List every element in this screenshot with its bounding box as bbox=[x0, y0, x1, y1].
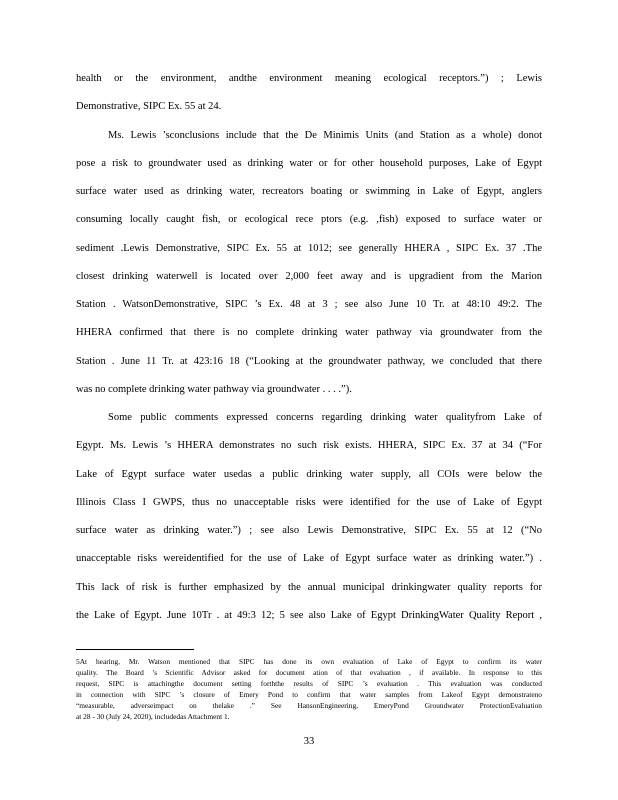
body-text-line: pose a risk to groundwater used as drinking water or for other household purposes, Lake of Egypt bbox=[76, 158, 542, 169]
body-text-line: was no complete drinking water pathway via groundwater . . . .”). bbox=[76, 384, 352, 395]
paragraph-first-line: Ms. Lewis ’sconclusions include that the De Minimis Units (and Station as a whole) donot bbox=[108, 130, 542, 141]
body-text-line: sediment .Lewis Demonstrative, SIPC Ex. 55 at 1012; see generally HHERA , SIPC Ex. 37 .The bbox=[76, 243, 542, 254]
body-text-line: closest drinking waterwell is located over 2,000 feet away and is upgradient from the Marion bbox=[76, 271, 542, 282]
body-text-line: Egypt. Ms. Lewis ’s HHERA demonstrates no such risk exists. HHERA, SIPC Ex. 37 at 34 (“For bbox=[76, 440, 542, 451]
body-text-line: Lake of Egypt surface water usedas a public drinking water supply, all COIs were below the bbox=[76, 469, 542, 480]
body-text-line: Station . WatsonDemonstrative, SIPC ’s Ex. 48 at 3 ; see also June 10 Tr. at 48:10 49:2. The bbox=[76, 299, 542, 310]
body-text-line: consuming locally caught fish, or ecological rece ptors (e.g. ,fish) exposed to surface water or bbox=[76, 214, 542, 225]
footnote-line: at 28 - 30 (July 24, 2020), includedas Attachment 1. bbox=[76, 712, 230, 721]
body-text-line: Station . June 11 Tr. at 423:16 18 (“Looking at the groundwater pathway, we concluded that there bbox=[76, 356, 542, 367]
body-text-line: HHERA confirmed that there is no complete drinking water pathway via groundwater from the bbox=[76, 327, 542, 338]
body-text-line: Demonstrative, SIPC Ex. 55 at 24. bbox=[76, 101, 222, 112]
body-text-line: This lack of risk is further emphasized by the annual municipal drinkingwater quality reports for bbox=[76, 582, 542, 593]
body-text-line: unacceptable risks wereidentified for the use of Lake of Egypt surface water as drinking water.”) . bbox=[76, 553, 542, 564]
body-text-line: health or the environment, andthe environment meaning ecological receptors.”) ; Lewis bbox=[76, 73, 542, 84]
footnote-line: request, SIPC is attachingthe document setting forththe results of SIPC ’s evaluation . This evaluation was conducted bbox=[76, 679, 542, 688]
page-number: 33 bbox=[303, 736, 315, 747]
body-text-line: surface water used as drinking water, recreators boating or swimming in Lake of Egypt, anglers bbox=[76, 186, 542, 197]
footnote-line: 5At hearing, Mr. Watson mentioned that SIPC has done its own evaluation of Lake of Egypt to confirm its water bbox=[76, 657, 542, 666]
body-text-line: the Lake of Egypt. June 10Tr . at 49:3 12; 5 see also Lake of Egypt DrinkingWater Quality Report , bbox=[76, 610, 542, 621]
body-text-line: surface water as drinking water.”) ; see also Lewis Demonstrative, SIPC Ex. 55 at 12 (“No bbox=[76, 525, 542, 536]
paragraph-first-line: Some public comments expressed concerns regarding drinking water qualityfrom Lake of bbox=[108, 412, 542, 423]
body-text-line: Illinois Class I GWPS, thus no unacceptable risks were identified for the use of Lake of Egypt bbox=[76, 497, 542, 508]
footnote-separator bbox=[76, 649, 194, 650]
footnote-line: quality. The Board ’s Scientific Advisor asked for document ation of that evaluation , if available. In response to this bbox=[76, 668, 542, 677]
footnote-line: in connection with SIPC ’s closure of Emery Pond to confirm that water samples from Lakeof Egypt demonstrateno bbox=[76, 690, 542, 699]
footnote-line: “measurable, adverseimpact on thelake .” See HansonEngineering, EmeryPond Groundwater ProtectionEvaluation bbox=[76, 701, 542, 710]
